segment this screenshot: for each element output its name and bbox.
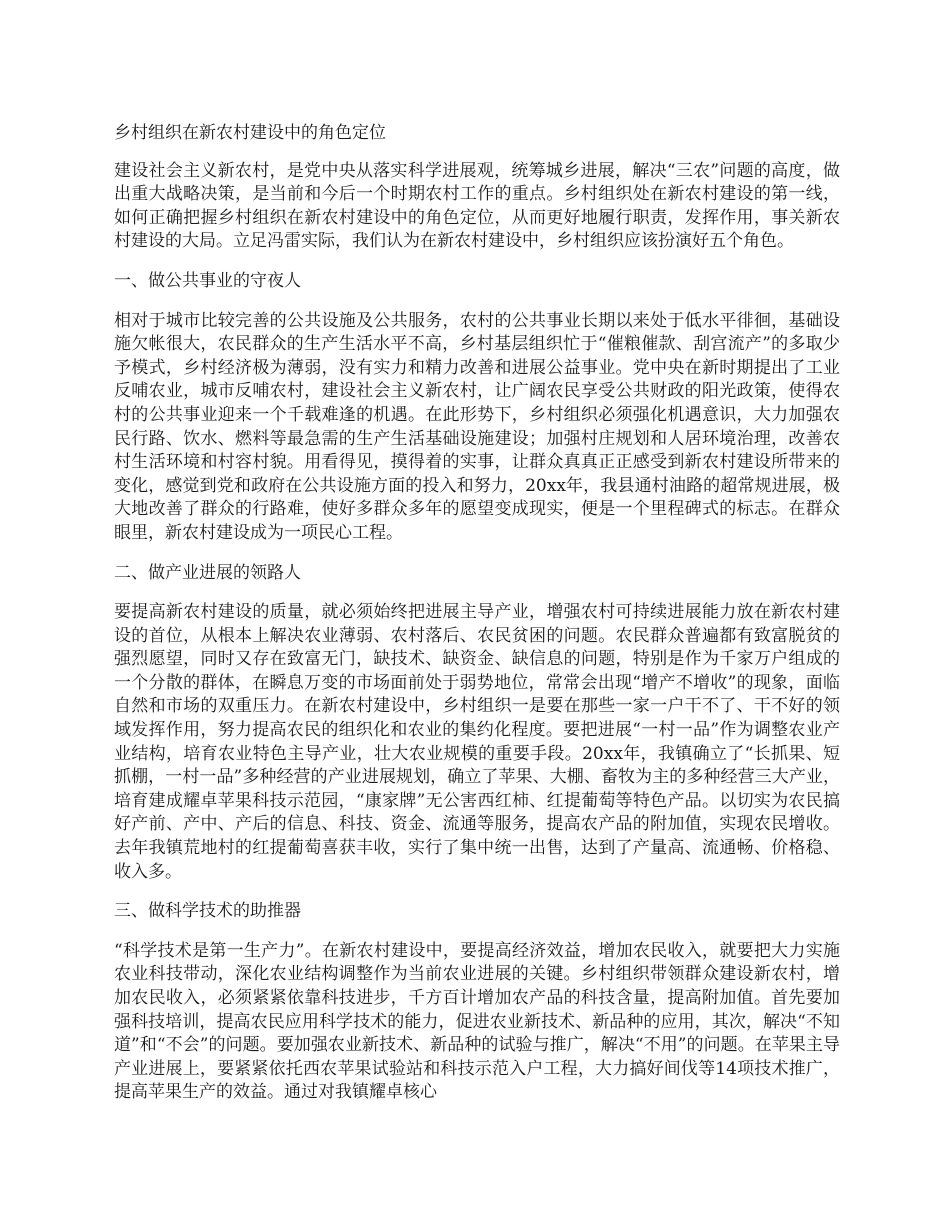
section-2-body: 要提高新农村建设的质量，就必须始终把进展主导产业，增强农村可持续进展能力放在新农村建设的首位，从根本上解决农业薄弱、农村落后、农民贫困的问题。农民群众普遍都有致富脱贫的强烈愿望，同时又存在致富无门，缺技术、缺资金、缺信息的问题，特别是作为千家万户组成的一个分散的群体，在瞬息万变的市场面前处于弱势地位，常常会出现“增产不增收”的现象，面临自然和市场的双重压力。在新农村建设中，乡村组织一是要在那些一家一户干不了、干不好的领域发挥作用，努力提高农民的组织化和农业的集约化程度。要把进展“一村一品”作为调整农业产业结构，培育农业特色主导产业，壮大农业规模的重要手段。20xx年，我镇确立了“长抓果、短抓棚，一村一品”多种经营的产业进展规划，确立了苹果、大棚、畜牧为主的多种经营三大产业，培育建成耀卓苹果科技示范园，“康家牌”无公害西红柿、红提葡萄等特色产品。以切实为农民搞好产前、产中、产后的信息、科技、资金、流通等服务，提高农产品的附加值，实现农民增收。去年我镇荒地村的红提葡萄喜获丰收，实行了集中统一出售，达到了产量高、流通畅、价格稳、收入多。	[114, 602, 840, 882]
section-1-body: 相对于城市比较完善的公共设施及公共服务，农村的公共事业长期以来处于低水平徘徊，基础设施欠帐很大，农民群众的生产生活水平不高，乡村基层组织忙于“催粮催款、刮宫流产”的多取少予模式，乡村经济极为薄弱，没有实力和精力改善和进展公益事业。党中央在新时期提出了工业反哺农业，城市反哺农村，建设社会主义新农村，让广阔农民享受公共财政的阳光政策，使得农村的公共事业迎来一个千载难逢的机遇。在此形势下，乡村组织必须强化机遇意识，大力加强农民行路、饮水、燃料等最急需的生产生活基础设施建设；加强村庄规划和人居环境治理，改善农村生活环境和村容村貌。用看得见，摸得着的实事，让群众真真正正感受到新农村建设所带来的变化，感觉到党和政府在公共设施方面的投入和努力，20xx年，我县通村油路的超常规进展，极大地改善了群众的行路难，使好多群众多年的愿望变成现实，便是一个里程碑式的标志。在群众眼里，新农村建设成为一项民心工程。	[114, 310, 840, 543]
section-3-body: “科学技术是第一生产力”。在新农村建设中，要提高经济效益，增加农民收入，就要把大力实施农业科技带动，深化农业结构调整作为当前农业进展的关键。乡村组织带领群众建设新农村，增加农民收入，必须紧紧依靠科技进步，千方百计增加农产品的科技含量，提高附加值。首先要加强科技培训，提高农民应用科学技术的能力，促进农业新技术、新品种的应用，其次，解决“不知道”和“不会”的问题。要加强农业新技术、新品种的试验与推广，解决“不用”的问题。在苹果主导产业进展上，要紧紧依托西农苹果试验站和科技示范入户工程，大力搞好间伐等14项技术推广，提高苹果生产的效益。通过对我镇耀卓核心	[114, 940, 840, 1103]
section-1-heading: 一、做公共事业的守夜人	[114, 270, 301, 291]
section-3-heading: 三、做科学技术的助推器	[114, 901, 301, 922]
document-page	[114, 122, 840, 1121]
intro-paragraph: 建设社会主义新农村，是党中央从落实科学进展观，统筹城乡进展，解决“三农”问题的高度，做出重大战略决策，是当前和今后一个时期农村工作的重点。乡村组织处在新农村建设的第一线，如何正确把握乡村组织在新农村建设中的角色定位，从而更好地履行职责，发挥作用，事关新农村建设的大局。立足冯雷实际，我们认为在新农村建设中，乡村组织应该扮演好五个角色。	[114, 160, 840, 252]
section-2-heading: 二、做产业进展的领路人	[114, 562, 301, 583]
document-title: 乡村组织在新农村建设中的角色定位	[114, 123, 386, 143]
